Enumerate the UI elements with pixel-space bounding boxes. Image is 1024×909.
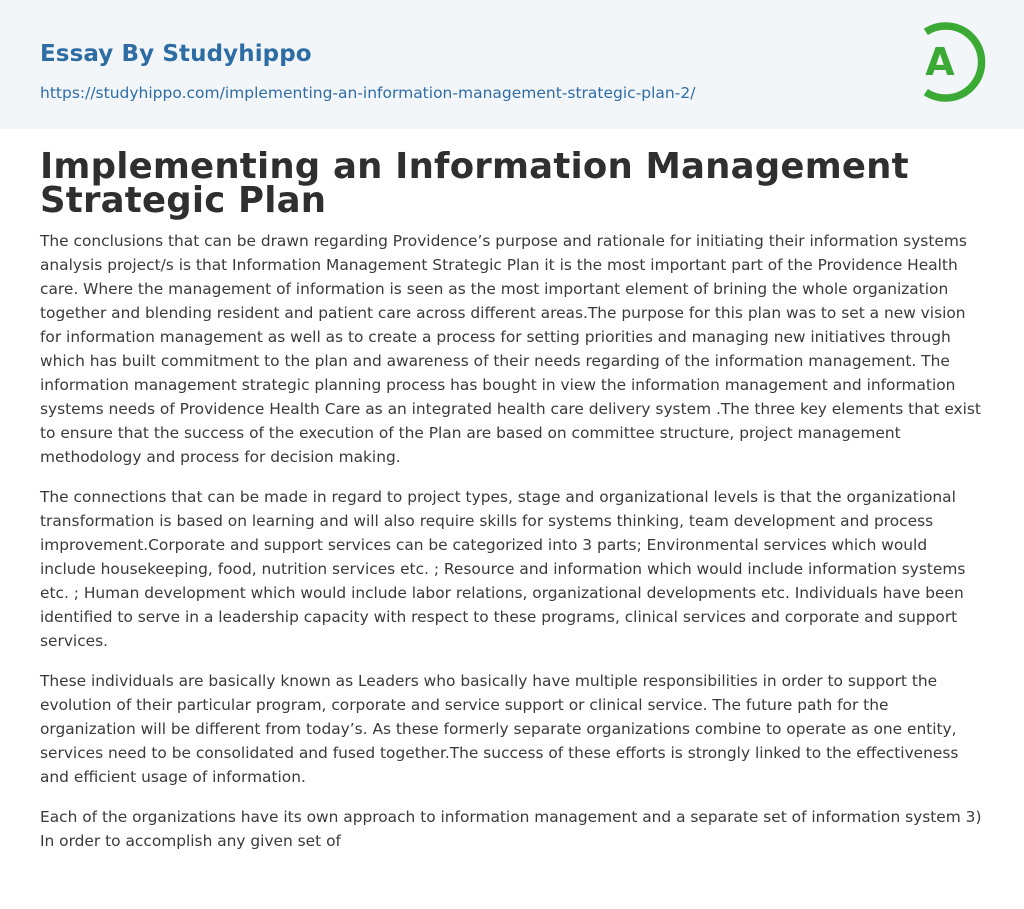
brand-title: Essay By Studyhippo	[40, 41, 312, 67]
essay-paragraph: Each of the organizations have its own approach to information management and a separate set of information system 3) In order to accomplish any given set of	[40, 808, 982, 850]
essay-paragraph: These individuals are basically known as Leaders who basically have multiple responsibilities in order to support the evolution of their particular program, corporate and service support or clinical service. The future path for the organization will be different from today’s. As these formerly separate organizations combine to operate as one entity, services need to be consolidated and fused together.The success of these efforts is strongly linked to the effectiveness and efficient usage of information.	[40, 672, 959, 786]
studyhippo-logo-icon[interactable]	[912, 19, 986, 105]
essay-paragraph: The connections that can be made in regard to project types, stage and organizational levels is that the organizational transformation is based on learning and will also require skills for systems thinking, team development and process improvement.Corporate and support services can be categorized into 3 parts; Environmental services which would include housekeeping, food, nutrition services etc. ; Resource and information which would include information systems etc. ; Human development which would include labor relations, organizational developments etc. Individuals have been identified to serve in a leadership capacity with respect to these programs, clinical services and corporate and support services.	[40, 488, 966, 650]
site-header	[0, 0, 1024, 129]
essay-url-link[interactable]: https://studyhippo.com/implementing-an-information-management-strategic-plan-2/	[40, 84, 696, 102]
essay-title: Implementing an Information Management Strategic Plan	[40, 146, 909, 221]
essay-paragraph: The conclusions that can be drawn regarding Providence’s purpose and rationale for initiating their information systems analysis project/s is that Information Management Strategic Plan it is the most important part of the Providence Health care. Where the management of information is seen as the most important element of brining the whole organization together and blending resident and patient care across different areas.The purpose for this plan was to set a new vision for information management as well as to create a process for setting priorities and managing new initiatives through which has built commitment to the plan and awareness of their needs regarding of the information management. The information management strategic planning process has bought in view the information management and information systems needs of Providence Health Care as an integrated health care delivery system .The three key elements that exist to ensure that the success of the execution of the Plan are based on committee structure, project management methodology and process for decision making.	[40, 232, 981, 466]
logo-letter: A	[925, 40, 955, 84]
essay-content	[0, 129, 1024, 853]
